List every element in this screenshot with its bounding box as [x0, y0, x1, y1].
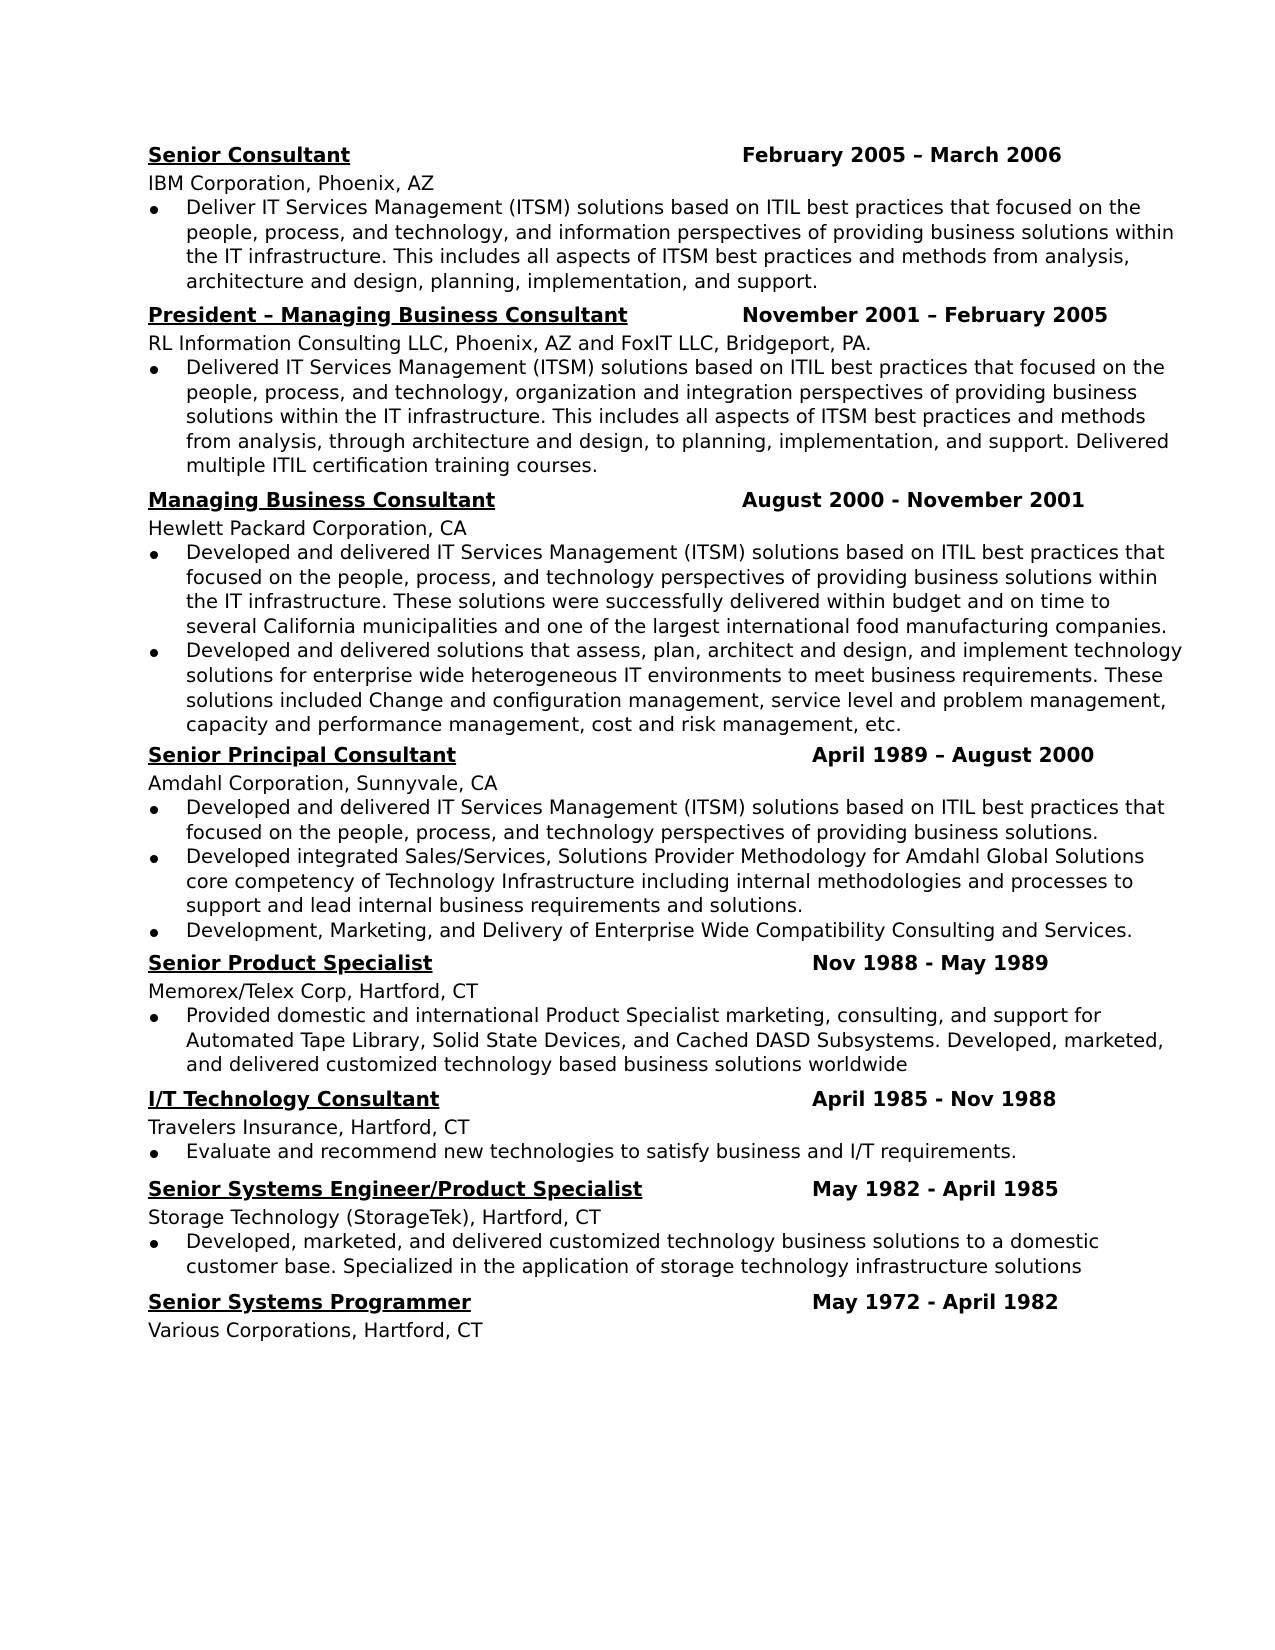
bullet-dot-icon [150, 551, 158, 559]
job-header [148, 487, 1128, 513]
job-dates: May 1972 - April 1982 [812, 1290, 1059, 1314]
bullet-item [148, 1140, 1128, 1165]
bullet-item [148, 918, 1133, 944]
bullet-line: solutions for enterprise wide heterogeneous IT environments to meet business requirements. These [186, 663, 1164, 687]
bullet-dot-icon [150, 1240, 158, 1248]
bullet-dot-icon [150, 929, 158, 937]
bullet-dot-icon [150, 1150, 158, 1158]
job-entry-senior-systems-programmer [148, 1289, 1128, 1343]
job-dates: May 1982 - April 1985 [812, 1177, 1059, 1201]
bullet-item [148, 541, 1168, 639]
job-header [148, 1176, 1128, 1202]
bullet-line: focused on the people, process, and technology perspectives of providing business solutions within [186, 565, 1158, 589]
job-company: Various Corporations, Hartford, CT [148, 1319, 483, 1342]
bullet-line: Developed and delivered IT Services Management (ITSM) solutions based on ITIL best practices that [186, 541, 1165, 564]
job-dates: April 1989 – August 2000 [812, 743, 1095, 767]
job-entry-senior-product-specialist [148, 950, 1164, 1078]
bullet-line: several California municipalities and one of the largest international food manufacturing companies. [186, 614, 1168, 638]
job-bullets [148, 796, 1165, 944]
bullet-item [148, 639, 1183, 737]
job-header [148, 742, 1128, 768]
job-bullets [148, 1230, 1128, 1279]
bullet-line: core competency of Technology Infrastructure including internal methodologies and processes to [186, 869, 1134, 893]
bullet-line: solutions included Change and configuration management, service level and problem management, [186, 688, 1167, 712]
bullet-line: and delivered customized technology based business solutions worldwide [186, 1053, 908, 1077]
bullet-line: Deliver IT Services Management (ITSM) solutions based on ITIL best practices that focused on the [186, 196, 1141, 219]
job-bullets [148, 1004, 1164, 1078]
bullet-line: architecture and design, planning, implementation, and support. [186, 269, 819, 293]
job-header [148, 1289, 1128, 1315]
job-company: RL Information Consulting LLC, Phoenix, AZ and FoxIT LLC, Bridgeport, PA. [148, 332, 872, 355]
bullet-dot-icon [150, 806, 158, 814]
bullet-item [148, 845, 1145, 919]
bullet-item [148, 356, 1170, 479]
job-entry-it-technology-consultant [148, 1086, 1128, 1165]
bullet-line: people, process, and technology, organization and integration perspectives of providing business [186, 380, 1138, 404]
job-dates: Nov 1988 - May 1989 [812, 951, 1049, 975]
bullet-item [148, 1004, 1164, 1078]
job-dates: April 1985 - Nov 1988 [812, 1087, 1057, 1111]
job-entry-senior-systems-engineer [148, 1176, 1128, 1279]
bullet-item [148, 796, 1165, 845]
job-entry-president [148, 302, 1170, 479]
bullet-line: multiple ITIL certification training courses. [186, 454, 598, 478]
job-title: Managing Business Consultant [148, 488, 496, 512]
bullet-line: the IT infrastructure. These solutions were successfully delivered within budget and on time to [186, 590, 1111, 614]
bullet-line: support and lead internal business requirements and solutions. [186, 894, 804, 918]
job-bullets [148, 1140, 1128, 1165]
job-title: Senior Principal Consultant [148, 743, 457, 767]
job-header [148, 142, 1128, 168]
bullet-line: Developed integrated Sales/Services, Solutions Provider Methodology for Amdahl Global Solutions [186, 845, 1145, 869]
job-entry-managing-business-consultant [148, 487, 1183, 738]
bullet-dot-icon [150, 206, 158, 214]
job-company: Storage Technology (StorageTek), Hartford, CT [148, 1206, 601, 1229]
job-entry-senior-principal-consultant [148, 742, 1165, 944]
job-header [148, 1086, 1128, 1112]
job-title: President – Managing Business Consultant [148, 303, 628, 327]
job-dates: November 2001 – February 2005 [742, 303, 1109, 327]
job-company: Hewlett Packard Corporation, CA [148, 517, 467, 540]
bullet-line: the IT infrastructure. This includes all aspects of ITSM best practices and methods from analysis, [186, 245, 1130, 269]
job-title: Senior Product Specialist [148, 951, 433, 975]
bullet-line: Evaluate and recommend new technologies to satisfy business and I/T requirements. [186, 1140, 1017, 1163]
job-company: Travelers Insurance, Hartford, CT [148, 1116, 470, 1139]
job-company: Amdahl Corporation, Sunnyvale, CA [148, 772, 498, 795]
bullet-line: people, process, and technology, and information perspectives of providing business solutions within [186, 220, 1175, 244]
bullet-line: capacity and performance management, cost and risk management, etc. [186, 713, 902, 737]
bullet-dot-icon [150, 649, 158, 657]
bullet-item [148, 1230, 1128, 1279]
job-header [148, 950, 1128, 976]
job-company: IBM Corporation, Phoenix, AZ [148, 172, 435, 195]
job-entry-senior-consultant [148, 142, 1175, 294]
bullet-line: Developed and delivered solutions that assess, plan, architect and design, and implement technology [186, 639, 1183, 663]
job-bullets [148, 541, 1183, 738]
bullet-line: focused on the people, process, and technology perspectives of providing business solutions. [186, 820, 1099, 844]
bullet-line: from analysis, through architecture and design, to planning, implementation, and support. Delivered [186, 429, 1170, 453]
job-bullets [148, 196, 1175, 294]
bullet-line: Automated Tape Library, Solid State Devices, and Cached DASD Subsystems. Developed, marketed, [186, 1028, 1164, 1052]
job-title: Senior Systems Engineer/Product Specialist [148, 1177, 643, 1201]
bullet-line: customer base. Specialized in the application of storage technology infrastructure solutions [186, 1254, 1082, 1278]
bullet-line: Development, Marketing, and Delivery of Enterprise Wide Compatibility Consulting and Services. [186, 918, 1133, 942]
job-dates: August 2000 - November 2001 [742, 488, 1085, 512]
job-bullets [148, 356, 1170, 479]
bullet-line: Delivered IT Services Management (ITSM) solutions based on ITIL best practices that focused on the [186, 356, 1165, 379]
bullet-dot-icon [150, 855, 158, 863]
job-title: I/T Technology Consultant [148, 1087, 440, 1111]
job-header [148, 302, 1128, 328]
job-company: Memorex/Telex Corp, Hartford, CT [148, 980, 478, 1003]
bullet-line: Developed and delivered IT Services Management (ITSM) solutions based on ITIL best practices that [186, 796, 1165, 819]
bullet-dot-icon [150, 366, 158, 374]
bullet-dot-icon [150, 1014, 158, 1022]
bullet-line: Provided domestic and international Product Specialist marketing, consulting, and support for [186, 1004, 1102, 1027]
job-title: Senior Systems Programmer [148, 1290, 471, 1314]
job-dates: February 2005 – March 2006 [742, 143, 1062, 167]
bullet-item [148, 196, 1175, 294]
bullet-line: solutions within the IT infrastructure. This includes all aspects of ITSM best practices and methods [186, 405, 1146, 429]
bullet-line: Developed, marketed, and delivered customized technology business solutions to a domestic [186, 1230, 1100, 1253]
job-title: Senior Consultant [148, 143, 351, 167]
